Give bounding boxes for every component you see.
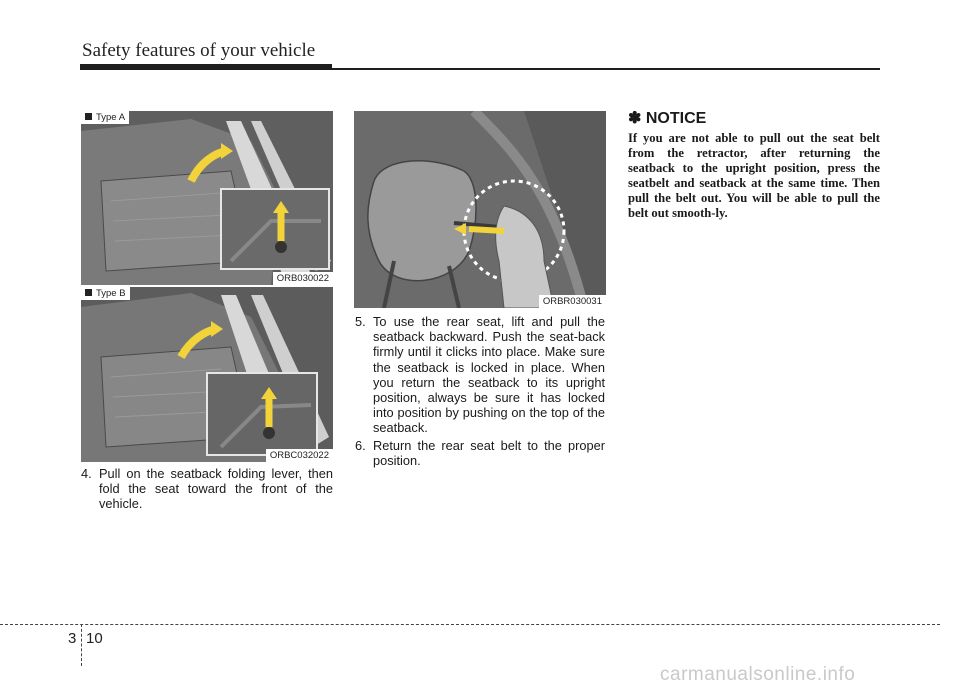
seat-type-a-illustration (81, 111, 333, 285)
bullet-square-icon (85, 289, 92, 296)
figure-type-a (81, 111, 333, 285)
seat-type-b-illustration (81, 287, 333, 462)
figure-code-orbr030031: ORBR030031 (539, 295, 606, 308)
figure-code-orb030022: ORB030022 (273, 272, 333, 285)
step-5-number: 5. (355, 314, 366, 329)
figure-type-b (81, 287, 333, 462)
step-4-text: Pull on the seatback folding lever, then fold the seat toward the front of the vehicle. (99, 466, 333, 512)
bullet-square-icon (85, 113, 92, 120)
figure-type-b-label (81, 287, 130, 300)
step-4 (81, 466, 333, 512)
step-6 (355, 438, 605, 468)
notice-star-icon: ✽ (628, 110, 642, 127)
header-rule (80, 68, 880, 70)
step-5-text: To use the rear seat, lift and pull the seatback backward. Push the seat-back firmly until it clicks into place. Make sure the seatback is locked in place. When you return the seatback to its upright position, always be sure it has locked into position by pushing on the top of the seatback. (373, 314, 605, 436)
watermark: carmanualsonline.info (660, 664, 856, 685)
notice-title: NOTICE (645, 110, 707, 127)
page-number: 10 (86, 630, 103, 647)
footer-divider (81, 624, 82, 666)
figure-headrest (354, 111, 606, 308)
type-b-text: Type B (96, 288, 126, 299)
figure-code-orbc032022: ORBC032022 (266, 449, 333, 462)
type-a-text: Type A (96, 112, 126, 123)
notice-heading (628, 108, 706, 128)
chapter-number: 3 (68, 630, 77, 647)
section-title: Safety features of your vehicle (82, 40, 316, 61)
figure-type-a-label (81, 111, 129, 124)
step-5 (355, 314, 605, 436)
footer-rule (0, 624, 940, 625)
step-4-number: 4. (81, 466, 92, 481)
notice-body: If you are not able to pull out the seat belt from the retractor, after returning the seatback to the upright position, press the seatbelt and seatback at the same time. Then pull the belt out. You will be able to pull the belt out smooth-ly. (628, 131, 880, 221)
headrest-belt-illustration (354, 111, 606, 308)
step-6-text: Return the rear seat belt to the proper position. (373, 438, 605, 469)
step-6-number: 6. (355, 438, 366, 453)
